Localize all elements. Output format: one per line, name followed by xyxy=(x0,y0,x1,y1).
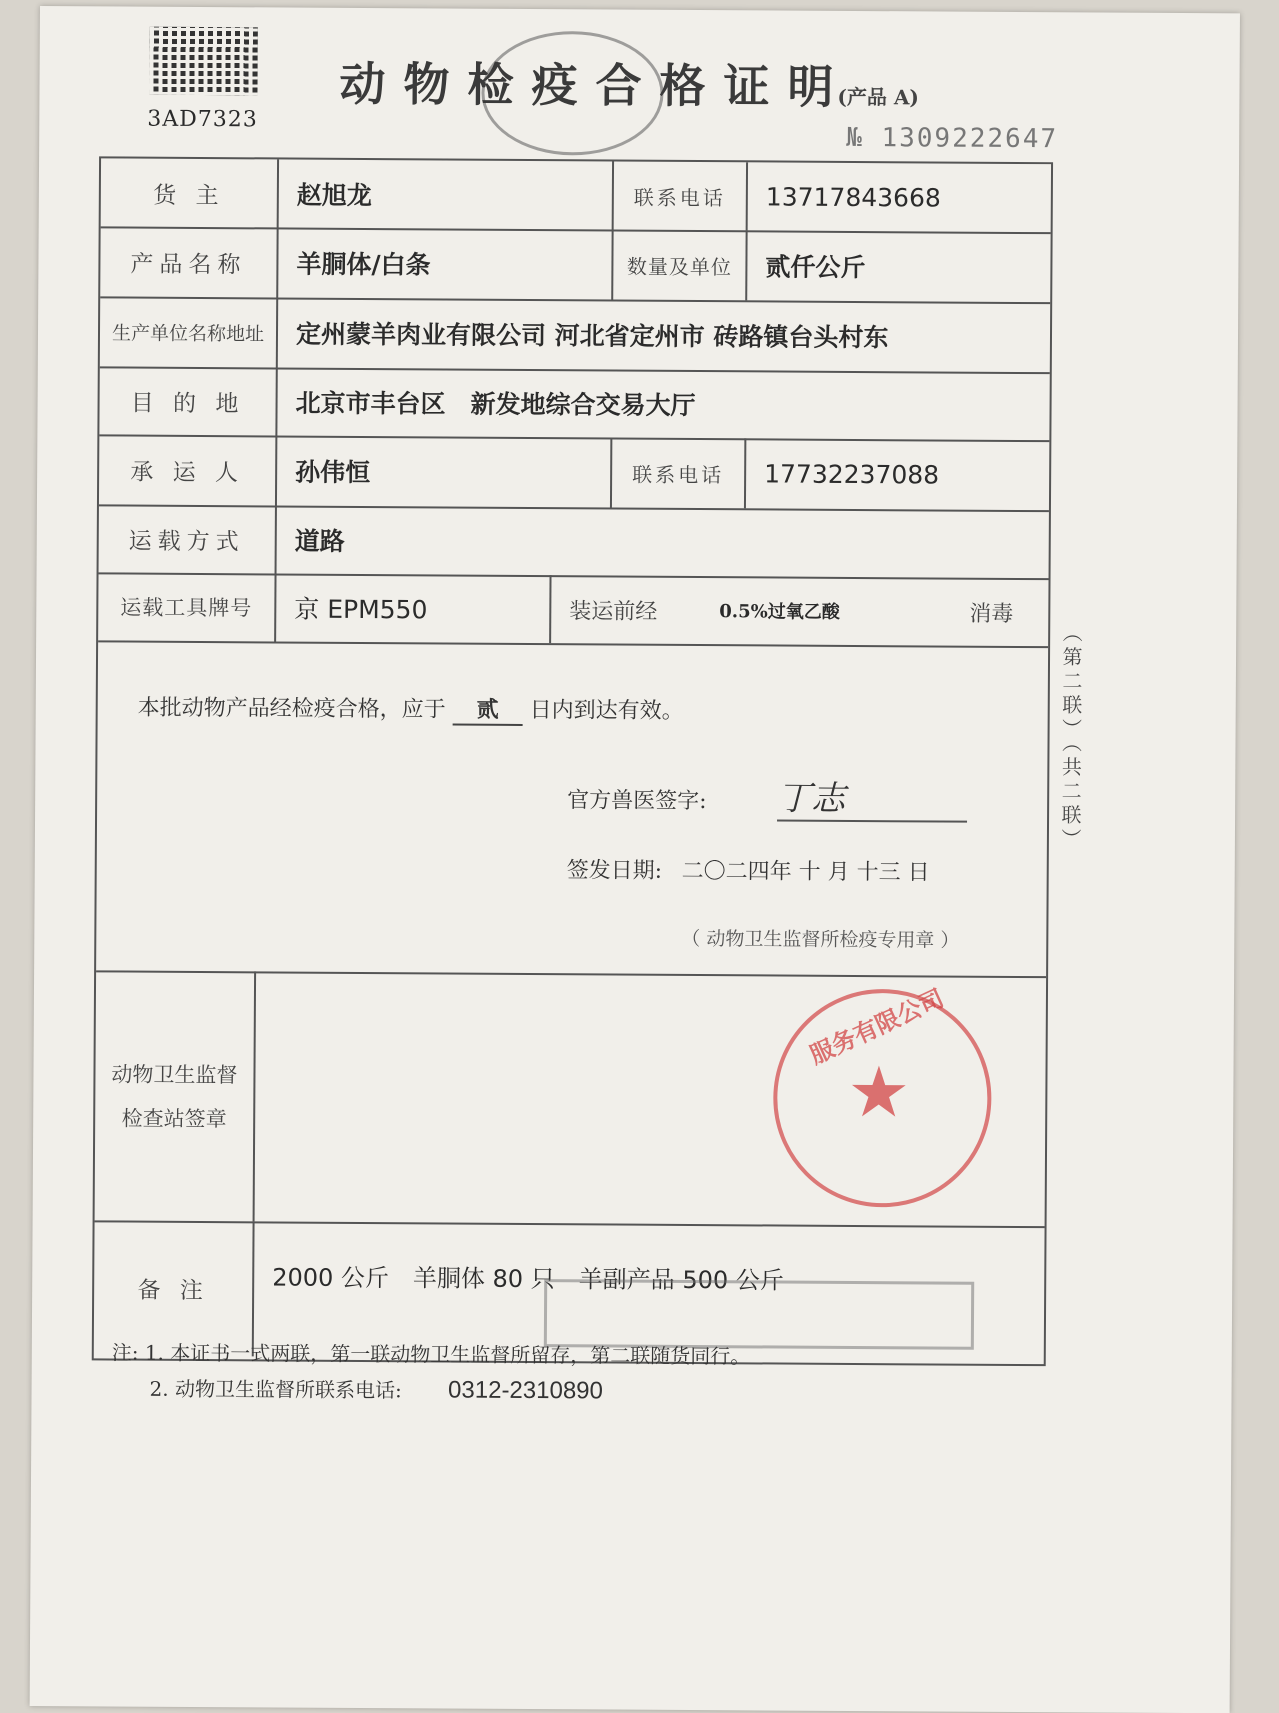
row-producer xyxy=(100,296,1050,374)
row-carrier xyxy=(99,434,1049,512)
note-2 xyxy=(149,1373,603,1406)
note-2-label: 2. 动物卫生监督所联系电话: xyxy=(149,1376,402,1403)
valid-days: 贰 xyxy=(453,693,523,726)
statement-prefix: 本批动物产品经检疫合格，应于 xyxy=(137,695,446,723)
disinfect-word: 消毒 xyxy=(969,601,1014,627)
producer-value: 定州蒙羊肉业有限公司 河北省定州市 砖路镇台头村东 xyxy=(295,319,889,353)
carrier-phone-label: 联系电话 xyxy=(612,438,746,509)
row-transport xyxy=(99,504,1049,580)
owner-label: 货 主 xyxy=(101,158,279,227)
vet-signature-label: 官方兽医签字: xyxy=(567,788,707,815)
document-subtitle: (产品 A) xyxy=(837,84,919,110)
note-1: 注: 1. 本证书一式两联，第一联动物卫生监督所留存，第二联随货同行。 xyxy=(111,1340,751,1369)
qr-code xyxy=(149,27,257,96)
station-label-line2: 检查站签章 xyxy=(121,1106,227,1132)
certificate-paper xyxy=(30,6,1240,1713)
serial-number-right: № 1309222647 xyxy=(846,122,1059,155)
carrier-value: 孙伟恒 xyxy=(277,435,612,507)
owner-value: 赵旭龙 xyxy=(279,159,614,229)
product-value: 羊胴体/白条 xyxy=(278,227,613,299)
statement xyxy=(138,691,684,727)
red-stamp-text: 服务有限公司 xyxy=(805,984,949,1070)
quantity-value: 贰仟公斤 xyxy=(765,252,866,283)
destination-label: 目 的 地 xyxy=(99,366,277,435)
disinfect-label: 装运前经 xyxy=(569,598,658,625)
row-statement xyxy=(96,640,1048,978)
seal-note: （ 动物卫生监督所检疫专用章 ） xyxy=(681,927,960,952)
note-2-phone: 0312-2310890 xyxy=(448,1376,604,1405)
serial-number-left: 3AD7323 xyxy=(147,106,258,133)
disinfect-agent: 0.5%过氧乙酸 xyxy=(719,601,840,623)
carrier-phone-value: 17732237088 xyxy=(764,458,940,490)
station-label xyxy=(95,970,257,1221)
remarks-label: 备 注 xyxy=(94,1220,255,1356)
owner-phone-value: 13717843668 xyxy=(765,181,941,213)
owner-phone-label: 联系电话 xyxy=(614,162,748,231)
copy-indicator: （第二联）（共二联） xyxy=(1057,622,1084,853)
transport-label: 运载方式 xyxy=(99,504,277,573)
row-plate xyxy=(98,572,1048,648)
plate-value: 京 EPM550 xyxy=(276,573,551,643)
station-label-line1: 动物卫生监督 xyxy=(111,1062,238,1088)
destination-value: 北京市丰台区 新发地综合交易大厅 xyxy=(295,388,696,421)
producer-label: 生产单位名称地址 xyxy=(100,296,278,367)
carrier-label: 承 运 人 xyxy=(99,434,277,505)
issue-date-value: 二〇二四年 十 月 十三 日 xyxy=(681,858,930,886)
remarks-value: 2000 公斤 羊胴体 80 只 羊副产品 500 公斤 xyxy=(272,1263,784,1295)
row-owner xyxy=(101,158,1051,234)
statement-suffix: 日内到达有效。 xyxy=(529,698,684,724)
row-product xyxy=(100,226,1050,304)
vet-signature: 丁志 xyxy=(777,771,967,823)
star-icon: ★ xyxy=(847,1050,911,1134)
product-label: 产品名称 xyxy=(100,226,278,297)
quantity-label: 数量及单位 xyxy=(613,230,747,301)
plate-label: 运载工具牌号 xyxy=(98,572,276,641)
transport-value: 道路 xyxy=(294,526,345,556)
document-title: 动物检疫合格证明 xyxy=(339,56,852,114)
issue-date-label: 签发日期: xyxy=(566,858,663,884)
red-company-stamp xyxy=(773,984,992,1208)
row-destination xyxy=(99,366,1049,442)
